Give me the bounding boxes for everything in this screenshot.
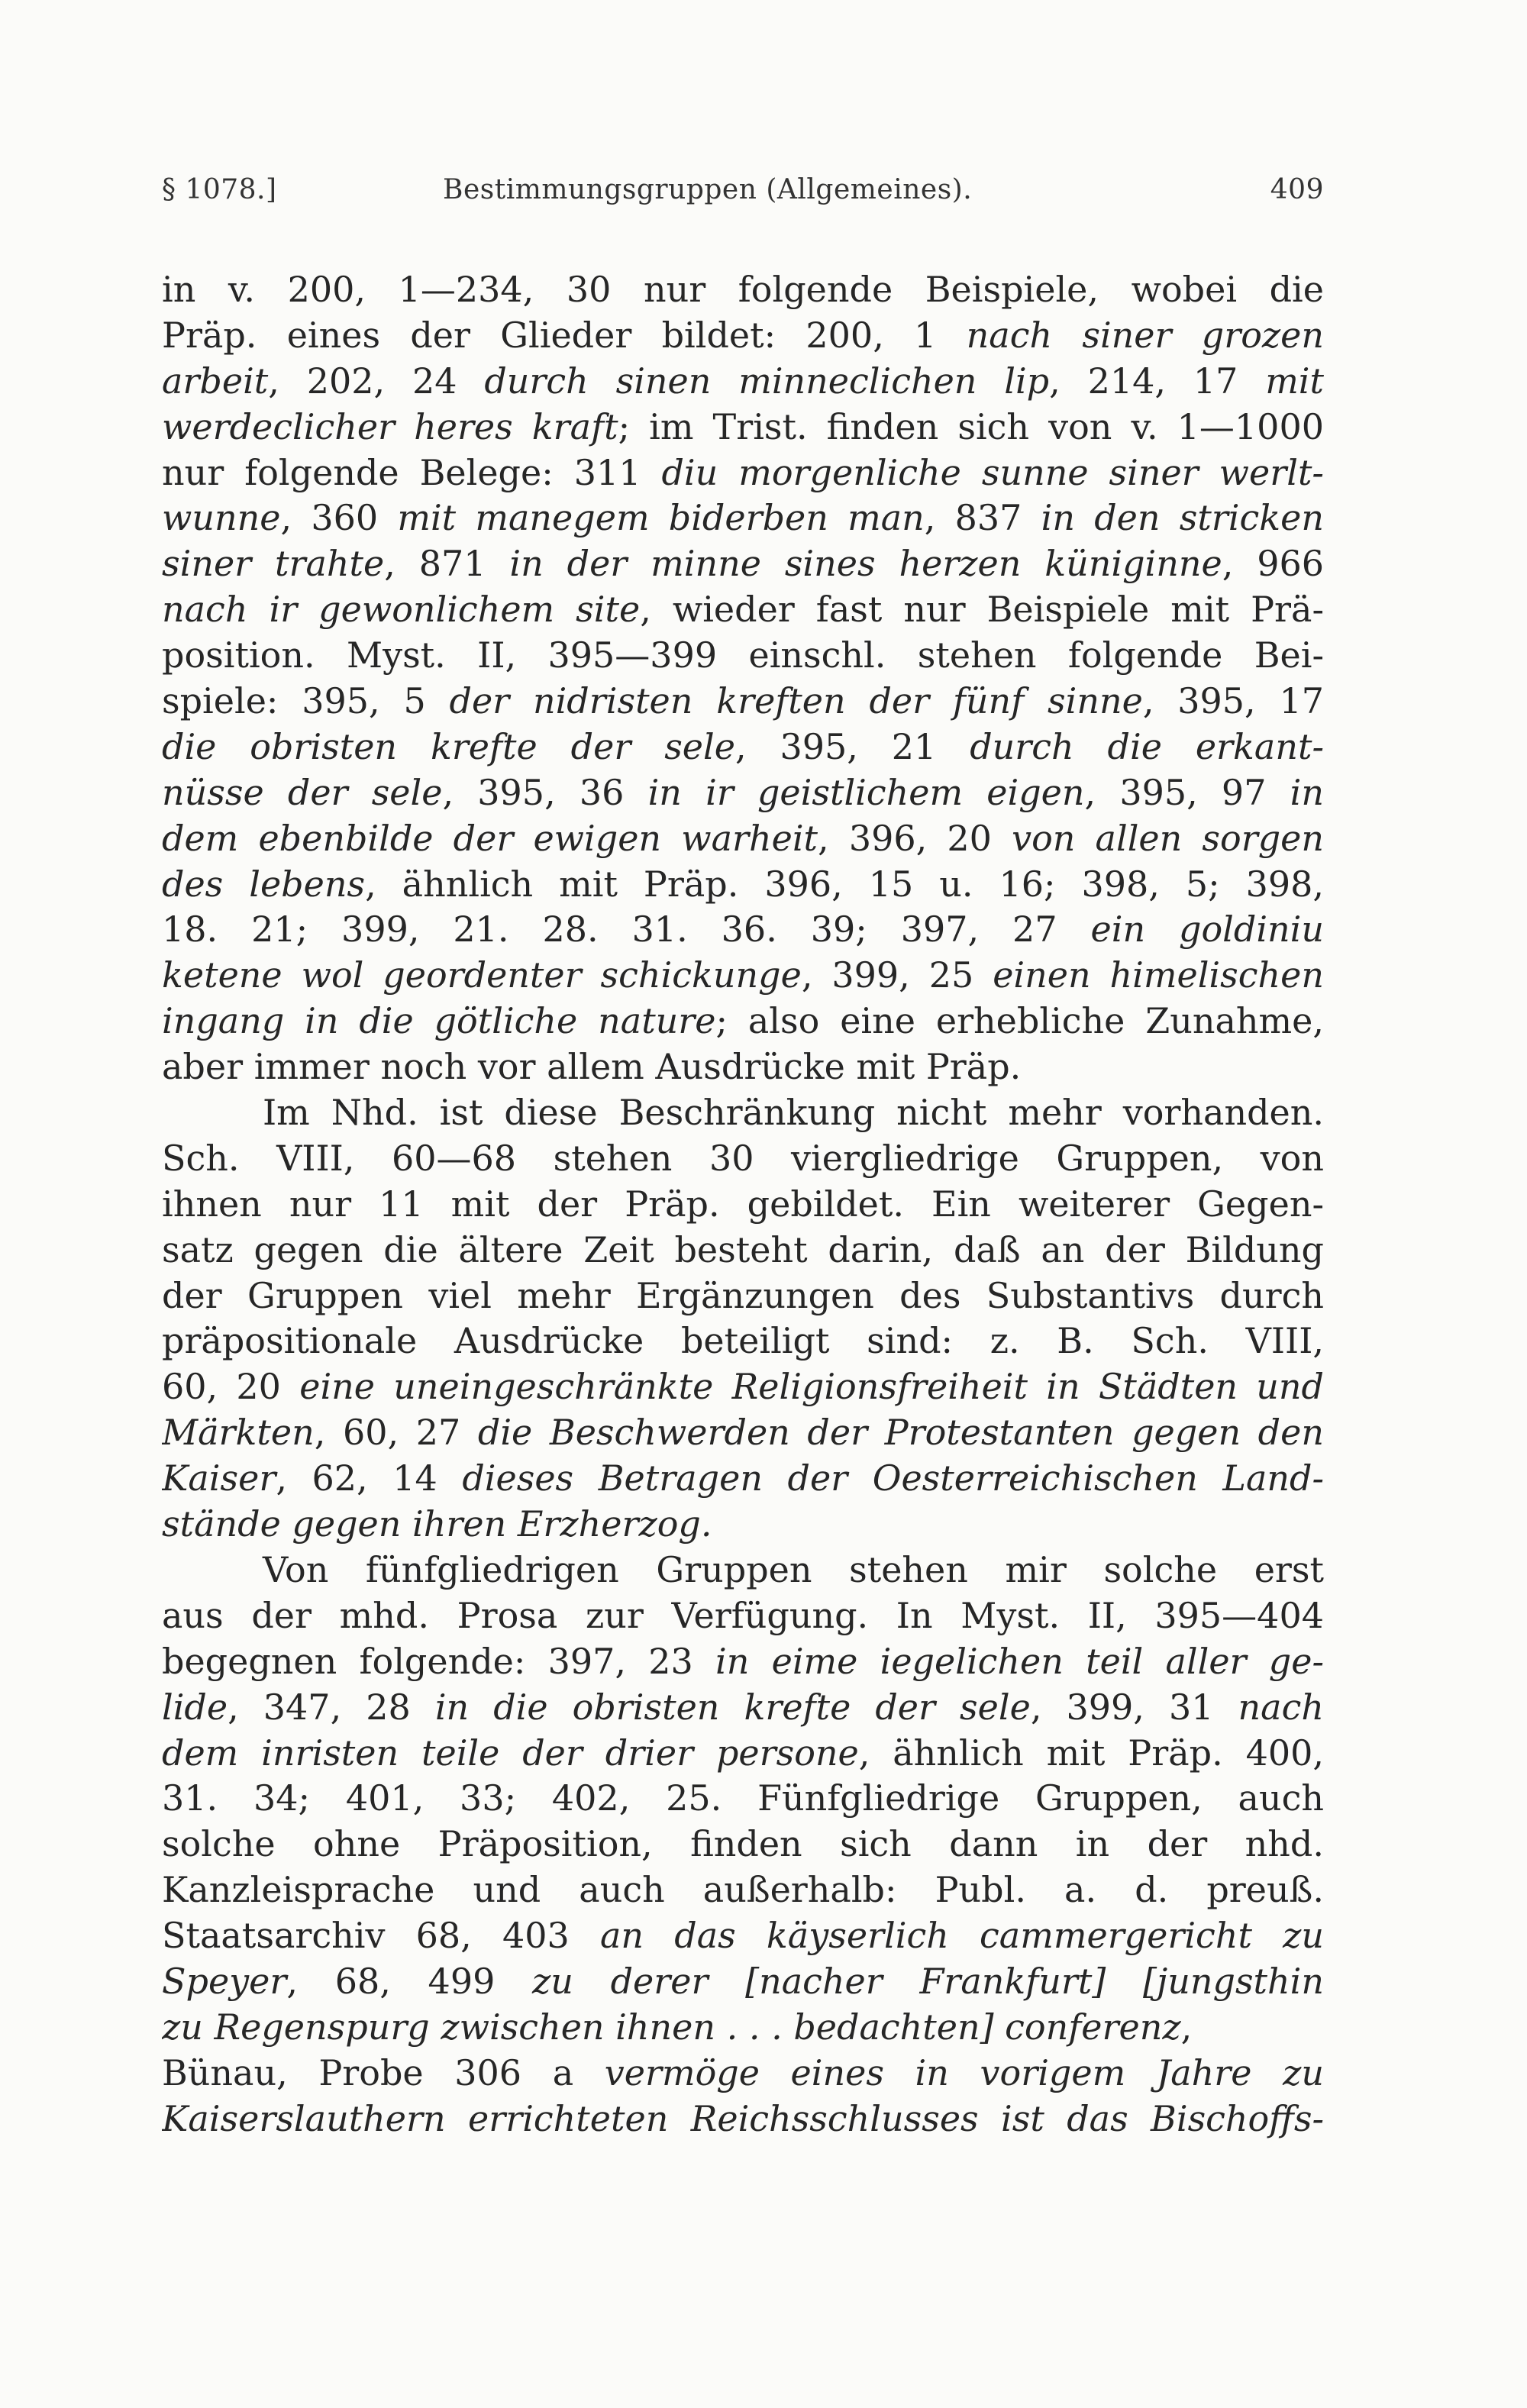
italic-text-run: vermöge eines in vorigem Jahre zu xyxy=(604,2051,1324,2093)
italic-text-run: ein goldiniu xyxy=(1090,909,1324,951)
text-run: , 395, 21 xyxy=(734,725,970,767)
italic-text-run: Märkten xyxy=(162,1412,315,1454)
italic-text-run: an das käyserlich cammergericht zu xyxy=(600,1915,1324,1957)
text-run: Staatsarchiv 68, 403 xyxy=(162,1915,600,1957)
page-number: 409 xyxy=(1270,174,1324,205)
text-run: , 395, 17 xyxy=(1142,680,1324,722)
italic-text-run: siner trahte xyxy=(162,543,385,585)
text-run: nur folgende Belege: 311 xyxy=(162,451,662,493)
italic-text-run: mit manegem biderben man xyxy=(397,497,925,539)
text-line xyxy=(162,862,1324,908)
text-run: , 399, 31 xyxy=(1030,1686,1238,1728)
text-line xyxy=(162,1502,1324,1548)
text-line xyxy=(162,405,1324,450)
italic-text-run: ketene wol geordenter schickunge xyxy=(162,954,802,996)
text-line xyxy=(162,267,1324,313)
text-line xyxy=(162,1822,1324,1867)
italic-text-run: wunne xyxy=(162,497,281,539)
text-run: , 399, 25 xyxy=(801,954,993,996)
text-run: satz gegen die ältere Zeit besteht darin, daß an der Bildung xyxy=(162,1228,1324,1270)
italic-text-run: ingang in die götliche nature xyxy=(162,1000,716,1042)
section-reference: § 1078.] xyxy=(162,174,277,205)
italic-text-run: nach siner grozen xyxy=(966,314,1324,356)
italic-text-run: zu Regenspurg zwischen ihnen . . . bedachten] conferenz xyxy=(162,2006,1181,2048)
text-line xyxy=(162,1959,1324,2005)
text-line xyxy=(162,1776,1324,1822)
text-line xyxy=(162,1228,1324,1273)
running-title: Bestimmungsgruppen (Allgemeines). xyxy=(443,174,973,205)
text-run: , 395, 97 xyxy=(1084,771,1290,813)
text-run: , ähnlich mit Präp. 400, xyxy=(858,1732,1324,1774)
text-run: , 837 xyxy=(924,497,1041,539)
text-run: begegnen folgende: 397, 23 xyxy=(162,1640,716,1682)
text-run: aus der mhd. Prosa zur Verfügung. In Myst. II, 395—404 xyxy=(162,1594,1324,1636)
text-run: , 871 xyxy=(384,543,510,585)
text-line xyxy=(162,1273,1324,1319)
text-run: , xyxy=(1180,2006,1193,2048)
text-line xyxy=(162,633,1324,679)
italic-text-run: nach xyxy=(1238,1686,1324,1728)
text-run: Sch. VIII, 60—68 stehen 30 viergliedrige Gruppen, von xyxy=(162,1137,1324,1179)
italic-text-run: einen himelischen xyxy=(993,954,1324,996)
italic-text-run: die obristen krefte der sele xyxy=(162,725,735,767)
italic-text-run: diu morgenliche sunne siner werlt- xyxy=(661,451,1324,493)
text-run: , 396, 20 xyxy=(818,817,1012,859)
text-line xyxy=(162,1913,1324,1959)
italic-text-run: in der minne sines herzen küniginne xyxy=(509,543,1222,585)
text-line xyxy=(162,725,1324,770)
text-line xyxy=(162,1182,1324,1228)
text-run: aber immer noch vor allem Ausdrücke mit Präp. xyxy=(162,1046,1022,1088)
italic-text-run: Kaiser xyxy=(162,1457,276,1499)
text-run: Präp. eines der Glieder bildet: 200, 1 xyxy=(162,314,967,356)
text-line xyxy=(162,313,1324,359)
text-run: spiele: 395, 5 xyxy=(162,680,450,722)
text-line xyxy=(162,1364,1324,1410)
text-line xyxy=(162,1731,1324,1777)
italic-text-run: arbeit xyxy=(162,360,269,402)
text-line xyxy=(162,2005,1324,2051)
italic-text-run: lide xyxy=(162,1686,228,1728)
text-run: , ähnlich mit Präp. 396, 15 u. 16; 398, 5; 398, xyxy=(365,863,1324,905)
text-run: position. Myst. II, 395—399 einschl. stehen folgende Bei- xyxy=(162,634,1324,676)
italic-text-run: des lebens xyxy=(162,863,366,905)
text-run: , 214, 17 xyxy=(1049,360,1266,402)
text-line xyxy=(162,495,1324,541)
text-line xyxy=(162,816,1324,862)
text-line xyxy=(162,1319,1324,1364)
text-run: 31. 34; 401, 33; 402, 25. Fünfgliedrige Gruppen, auch xyxy=(162,1777,1324,1819)
text-run: Von fünfgliedrigen Gruppen stehen mir solche erst xyxy=(263,1548,1324,1590)
italic-text-run: mit xyxy=(1265,360,1324,402)
text-line xyxy=(162,2051,1324,2097)
text-run: , wieder fast nur Beispiele mit Prä- xyxy=(640,589,1324,631)
italic-text-run: in xyxy=(1290,771,1324,813)
italic-text-run: zu derer [nacher Frankfurt] [jungsthin xyxy=(532,1960,1324,2002)
italic-text-run: dem inristen teile der drier persone xyxy=(162,1732,859,1774)
text-line xyxy=(162,1090,1324,1136)
text-run: präpositionale Ausdrücke beteiligt sind: z. B. Sch. VIII, xyxy=(162,1320,1324,1362)
italic-text-run: die Beschwerden der Protestanten gegen den xyxy=(477,1412,1324,1454)
text-run: solche ohne Präposition, finden sich dann in der nhd. xyxy=(162,1823,1324,1865)
text-run: 18. 21; 399, 21. 28. 31. 36. 39; 397, 27 xyxy=(162,909,1091,951)
text-run: ihnen nur 11 mit der Präp. gebildet. Ein weiterer Gegen- xyxy=(162,1183,1324,1225)
text-line xyxy=(162,541,1324,587)
italic-text-run: werdeclicher heres kraft xyxy=(162,405,618,447)
italic-text-run: eine uneingeschränkte Religionsfreiheit in Städten und xyxy=(299,1366,1324,1408)
italic-text-run: nach ir gewonlichem site xyxy=(162,589,641,631)
text-line xyxy=(162,679,1324,725)
text-run: , 360 xyxy=(280,497,398,539)
text-line xyxy=(162,1639,1324,1685)
text-run: , 68, 499 xyxy=(286,1960,533,2002)
text-run: der Gruppen viel mehr Ergänzungen des Substantivs durch xyxy=(162,1274,1324,1316)
text-run: Bünau, Probe 306 a xyxy=(162,2051,605,2093)
text-run: Im Nhd. ist diese Beschränkung nicht mehr vorhanden. xyxy=(263,1092,1324,1134)
italic-text-run: in den stricken xyxy=(1041,497,1324,539)
italic-text-run: dem ebenbilde der ewigen warheit xyxy=(162,817,818,859)
text-line xyxy=(162,1044,1324,1090)
text-run: Kanzleisprache und auch außerhalb: Publ. a. d. preuß. xyxy=(162,1869,1324,1911)
running-header xyxy=(162,174,1324,220)
italic-text-run: nüsse der sele xyxy=(162,771,443,813)
text-line xyxy=(162,1548,1324,1593)
text-line xyxy=(162,953,1324,999)
text-line xyxy=(162,1136,1324,1182)
italic-text-run: stände gegen ihren Erzherzog. xyxy=(162,1503,712,1545)
text-line xyxy=(162,999,1324,1044)
text-line xyxy=(162,359,1324,405)
text-line xyxy=(162,1685,1324,1731)
text-run: 60, 20 xyxy=(162,1366,300,1408)
text-run: , 60, 27 xyxy=(314,1412,478,1454)
body-text xyxy=(162,267,1324,2142)
text-line xyxy=(162,1867,1324,1913)
text-line xyxy=(162,587,1324,633)
italic-text-run: durch sinen minneclichen lip xyxy=(484,360,1050,402)
text-run: ; im Trist. finden sich von v. 1—1000 xyxy=(618,405,1324,447)
italic-text-run: in ir geistlichem eigen xyxy=(647,771,1085,813)
text-run: , 62, 14 xyxy=(276,1457,463,1499)
italic-text-run: von allen sorgen xyxy=(1012,817,1324,859)
text-line xyxy=(162,450,1324,496)
text-line xyxy=(162,1456,1324,1502)
italic-text-run: in die obristen krefte der sele xyxy=(434,1686,1031,1728)
italic-text-run: in eime iegelichen teil aller ge- xyxy=(715,1640,1324,1682)
text-run: , 966 xyxy=(1222,543,1324,585)
text-line xyxy=(162,907,1324,953)
italic-text-run: dieses Betragen der Oesterreichischen Land- xyxy=(462,1457,1324,1499)
text-line xyxy=(162,1593,1324,1639)
italic-text-run: der nidristen kreften der fünf sinne xyxy=(449,680,1143,722)
text-run: in v. 200, 1—234, 30 nur folgende Beispiele, wobei die xyxy=(162,269,1324,310)
text-run: , 395, 36 xyxy=(442,771,648,813)
text-run: , 347, 28 xyxy=(228,1686,435,1728)
italic-text-run: durch die erkant- xyxy=(970,725,1324,767)
text-run: , 202, 24 xyxy=(268,360,485,402)
italic-text-run: Speyer xyxy=(162,1960,287,2002)
text-run: ; also eine erhebliche Zunahme, xyxy=(715,1000,1324,1042)
text-line xyxy=(162,770,1324,816)
italic-text-run: Kaiserslauthern errichteten Reichsschlusses ist das Bischoffs- xyxy=(162,2097,1324,2139)
text-line xyxy=(162,1410,1324,1456)
text-line xyxy=(162,2097,1324,2142)
